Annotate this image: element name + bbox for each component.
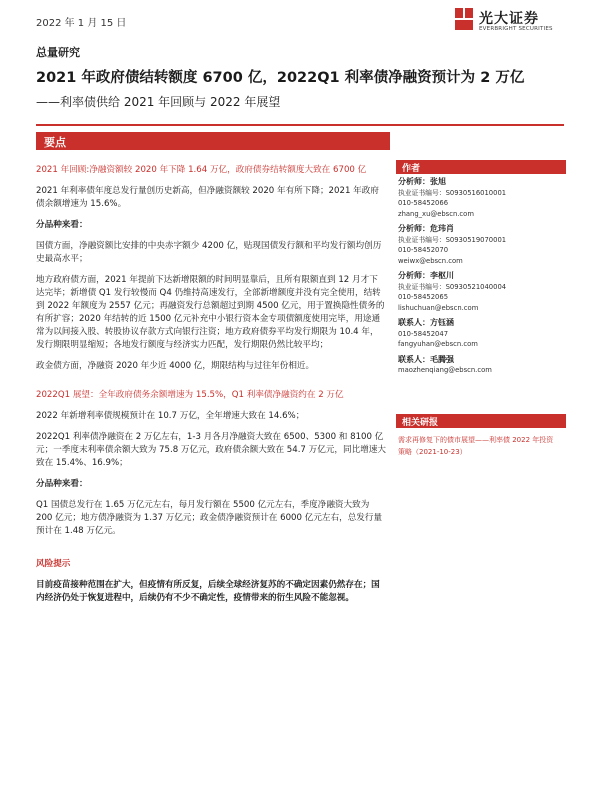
analyst-name: 分析师：危玮肖: [398, 224, 454, 233]
analyst-email[interactable]: lishuchuan@ebscn.com: [398, 303, 479, 312]
authors-section-bar: [396, 160, 566, 174]
local-gov-bond-review: 地方政府债方面，2021 年提前下达新增限额的时间明显靠后，且所有限额直到 12 月才下达完毕；新增债 Q1 发行较慢而 Q4 仍维持高速发行，全部新增额度并没有完全使用，结转到 2022 年额度为 2557 亿元；再融资发行总额超过到期 4500 亿元，用于置换隐性债务的有所扩容；2020 年结转的近 1500 亿元补充中小银行资本金专项债额度使用完毕，用途通常为以间接入股、转股协议存款方式向银行注资；地方政府债券平均发行期限为 10.4 年，发行期限明显缩短；各地发行额度与经济实力匹配，发行期限仍然比较平均；: [36, 275, 385, 350]
outlook-q1: 2022Q1 利率债净融资在 2 万亿左右，1-3 月各月净融资大致在 6500、5300 和 8100 亿元；一季度末利率债余额大致为 75.8 万亿元，政府债余额大致在 54.7 万亿元，同比增速大致在 15.4%、16.9%；: [36, 432, 386, 468]
analyst-email[interactable]: zhang_xu@ebscn.com: [398, 209, 474, 218]
contact-email[interactable]: maozhenqiang@ebscn.com: [398, 366, 492, 374]
analyst-entry: [398, 224, 568, 266]
analyst-name: 分析师：张旭: [398, 177, 446, 186]
related-research-label: 相关研报: [402, 418, 439, 428]
analyst-phone: 010-58452070: [398, 246, 449, 254]
report-subtitle: ——利率债供给 2021 年回顾与 2022 年展望: [36, 95, 281, 109]
analyst-cert: 执业证书编号：S0930521040004: [398, 282, 507, 291]
contact-name: 联系人：毛腾强: [398, 354, 454, 364]
contact-entry: [398, 318, 568, 350]
analyst-cert: 执业证书编号：S0930519070001: [398, 235, 507, 244]
contact-email[interactable]: fangyuhan@ebscn.com: [398, 340, 478, 348]
outlook-by-type: Q1 国债总发行在 1.65 万亿元左右，每月发行额在 5500 亿元左右，季度净融资大致为 200 亿元；地方债净融资为 1.37 万亿元；政金债净融资预计在 6000 亿元左右，总发行量预计在 1.48 万亿元。: [36, 500, 383, 536]
contact-name: 联系人：方钰涵: [398, 318, 454, 327]
review-summary: 2021 年利率债年度总发行量创历史新高，但净融资额较 2020 年有所下降；2021 年政府债余额增速为 15.6%。: [36, 186, 379, 209]
logo-english-name: EVERBRIGHT SECURITIES: [479, 26, 553, 32]
contact-entry: [398, 355, 568, 376]
authors-label: 作者: [402, 164, 421, 174]
outlook-annual: 2022 年新增利率债规模预计在 10.7 万亿，全年增速大致在 14.6%；: [36, 411, 305, 421]
risk-heading: 风险提示: [36, 559, 71, 569]
brand-logo: [455, 6, 575, 36]
treasury-review: 国债方面，净融资额比安排的中央赤字额少 4200 亿，贴现国债发行额和平均发行额均创历史最高水平；: [36, 241, 382, 264]
analyst-cert: 执业证书编号：S0930516010001: [398, 188, 507, 197]
report-title: 2021 年政府债结转额度 6700 亿，2022Q1 利率债净融资预计为 2 万亿: [36, 70, 525, 86]
analyst-phone: 010-58452065: [398, 293, 449, 301]
everbright-logo-icon: [455, 8, 473, 30]
related-research-section-bar: [396, 414, 566, 428]
key-points-label: 要点: [44, 136, 66, 149]
logo-chinese-name: 光大证券: [479, 11, 539, 27]
outlook-by-type-heading: 分品种来看：: [36, 479, 88, 489]
key-points-section-bar: [36, 132, 390, 150]
contact-phone: 010-58452047: [398, 329, 449, 338]
analyst-entry: [398, 271, 568, 313]
title-divider: [36, 124, 564, 126]
related-research-link[interactable]: 需求再修复下的债市展望——利率债 2022 年投资策略（2021-10-23）: [398, 436, 554, 456]
report-category: 总量研究: [36, 46, 80, 59]
risk-text: 目前疫苗接种范围在扩大，但疫情有所反复，后续全球经济复苏的不确定因素仍然存在；国内经济仍处于恢复进程中，后续仍有不少不确定性，疫情带来的衍生风险不能忽视。: [36, 580, 380, 603]
analyst-name: 分析师：李枢川: [398, 271, 454, 280]
analyst-entry: [398, 177, 568, 219]
review-by-type-heading: 分品种来看：: [36, 220, 88, 230]
review-heading: 2021 年回顾:净融资额较 2020 年下降 1.64 万亿，政府债券结转额度大致在 6700 亿: [36, 165, 367, 175]
policy-bank-bond-review: 政金债方面，净融资 2020 年少近 4000 亿，期限结构与过往年份相近。: [36, 361, 315, 371]
analyst-phone: 010-58452066: [398, 199, 449, 207]
outlook-heading: 2022Q1 展望：全年政府债务余额增速为 15.5%，Q1 利率债净融资约在 2 万亿: [36, 390, 344, 400]
main-content: [36, 164, 386, 605]
analyst-list: [398, 177, 568, 381]
analyst-email[interactable]: weiwx@ebscn.com: [398, 256, 463, 265]
report-date: 2022 年 1 月 15 日: [36, 18, 127, 29]
